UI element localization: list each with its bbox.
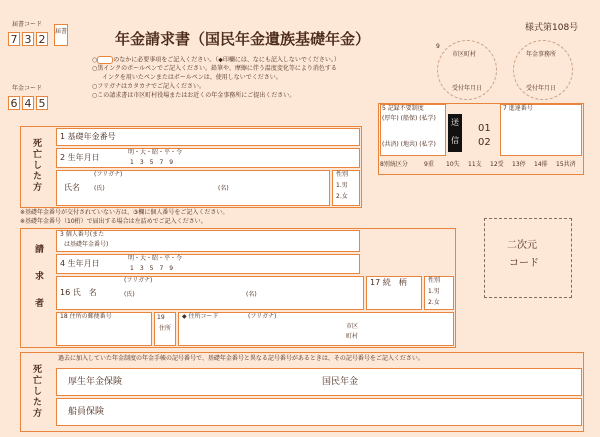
footer-note: 過去に加入していた年金制度の年金手帳の記号番号で、基礎年金番号と異なる記号番号があるときは、その記号番号をご記入ください。 <box>58 355 424 362</box>
kisai-label: 5 記録不要制度 <box>382 105 424 112</box>
deceased-eras: 明・大・昭・平・令 <box>128 149 183 156</box>
address-choson: 町村 <box>346 333 359 340</box>
code-bottom-label: 12受 <box>490 161 504 168</box>
address-code-label: ◆ 住所コード <box>182 313 219 320</box>
city-stamp-date: 受付年月日 <box>452 85 483 92</box>
footer-section-label: 死亡した方 <box>31 364 41 419</box>
todoke-digit[interactable]: 7 <box>8 32 20 46</box>
nenkin-digit[interactable]: 5 <box>36 96 48 110</box>
deceased-male: 1.男 <box>336 182 348 189</box>
claimant-furigana: (フリガナ) <box>124 277 153 284</box>
claimant-name-label: 16 氏 名 <box>60 288 97 297</box>
todoke-digit[interactable]: 2 <box>36 32 48 46</box>
deceased-name-label: 氏名 <box>64 183 80 192</box>
deceased-shi: (氏) <box>94 185 105 192</box>
todoke-digit[interactable]: 3 <box>22 32 34 46</box>
code-bottom-label: 11支 <box>468 161 482 168</box>
nenkin-digit[interactable]: 6 <box>8 96 20 110</box>
qr-line2: コード <box>509 258 539 269</box>
kojin-number-label2: は基礎年金番号) <box>64 241 109 248</box>
form-number: 様式第108号 <box>525 23 579 33</box>
code-bottom-label: 15共済 <box>556 161 576 168</box>
todoke-code-label: 届書コード <box>12 21 43 28</box>
deceased-sex-label: 性別 <box>336 171 349 178</box>
qr-line1: 二次元 <box>507 240 537 251</box>
claimant-shi: (氏) <box>124 291 135 298</box>
address-label: 住所 <box>159 325 172 332</box>
kousei-label: 厚生年金保険 <box>68 377 123 387</box>
claimant-birth-label: 4 生年月日 <box>60 259 100 268</box>
senin-field[interactable] <box>56 398 582 426</box>
claimant-name-field[interactable] <box>56 276 364 310</box>
address-furigana: (フリガナ) <box>248 313 277 320</box>
claimant-mei: (名) <box>246 291 257 298</box>
code-bottom-label: 10失 <box>446 161 460 168</box>
deceased-era-nums: 1 3 5 7 9 <box>130 159 174 166</box>
address-shiku: 市区 <box>346 323 359 330</box>
office-stamp-label: 年金事務所 <box>526 51 557 58</box>
shinchoku-label: 7 進達番号 <box>503 105 533 112</box>
code-num: 01 <box>478 123 491 134</box>
form-title: 年金請求書（国民年金遺族基礎年金） <box>115 30 371 48</box>
deceased-furigana: (フリガナ) <box>94 171 123 178</box>
kousei-field[interactable] <box>56 368 582 396</box>
claimant-male: 1.男 <box>428 288 440 295</box>
deceased-birth-field[interactable] <box>56 148 360 168</box>
instruction-line: ○この請求書は市区町村役場またはお近くの年金事務所にご提出ください。 <box>92 92 296 99</box>
claimant-sex-label: 性別 <box>428 277 441 284</box>
nenkin-digit[interactable]: 4 <box>22 96 34 110</box>
kokumin-label: 国民年金 <box>322 377 359 387</box>
code-num: 02 <box>478 137 491 148</box>
deceased-section-label: 死亡した方 <box>31 138 41 193</box>
deceased-birth-label: 2 生年月日 <box>60 153 100 162</box>
instruction-line: ○ のなかに必要事項をご記入ください。（◆印欄には、なにも記入しないでください。） <box>92 56 340 64</box>
deceased-female: 2.女 <box>336 193 348 200</box>
office-stamp-date: 受付年月日 <box>526 85 557 92</box>
code-bottom-label: 14排 <box>534 161 548 168</box>
instruction-line: インクを用いたペンまたはボールペンは、使用しないでください。 <box>102 74 282 81</box>
todoke-tag: 届書 <box>54 24 68 46</box>
claimant-female: 2.女 <box>428 299 440 306</box>
note-line: ※基礎年金番号が交付されていない方は、③欄に個人番号をご記入ください。 <box>20 209 229 216</box>
deceased-mei: (名) <box>218 185 229 192</box>
postal-label: 18 住所の郵便番号 <box>60 313 112 320</box>
kisai-sub: (厚年) (船保) (私学) <box>382 115 436 122</box>
note-line: ※基礎年金番号（10桁）で届出する場合は左詰めでご記入ください。 <box>20 218 207 225</box>
instruction-line: ○黒インクのボールペンでご記入ください。鉛筆や、摩擦に伴う温度変化等により消色する <box>92 65 337 72</box>
senin-label: 船員保険 <box>68 407 105 417</box>
qr-code-box <box>484 218 572 298</box>
claimant-era-nums: 1 3 5 7 9 <box>130 265 174 272</box>
relation-label: 17 続 柄 <box>370 278 407 287</box>
address-field[interactable] <box>178 312 454 346</box>
claimant-section-label: 請求者 <box>33 244 43 325</box>
code-bottom-label: 8別統区分 <box>380 161 408 168</box>
kojin-number-label: 3 個人番号(また <box>60 231 105 238</box>
soushin-badge: 送信 <box>448 114 462 152</box>
claimant-eras: 明・大・昭・平・令 <box>128 255 183 262</box>
nenkin-code-label: 年金コード <box>12 85 43 92</box>
code-bottom-label: 9重 <box>424 161 434 168</box>
kiso-number-label: 1 基礎年金番号 <box>60 132 116 141</box>
stamp-number: 9 <box>436 43 440 50</box>
kisai-sub2: (共済) (地共) (私学) <box>382 141 436 148</box>
instruction-line: ○フリガナはカタカナでご記入ください。 <box>92 83 205 90</box>
code-bottom-label: 13停 <box>512 161 526 168</box>
city-stamp-label: 市区町村 <box>452 51 477 58</box>
address-number: 19 <box>157 314 165 321</box>
claimant-birth-field[interactable] <box>56 254 360 274</box>
